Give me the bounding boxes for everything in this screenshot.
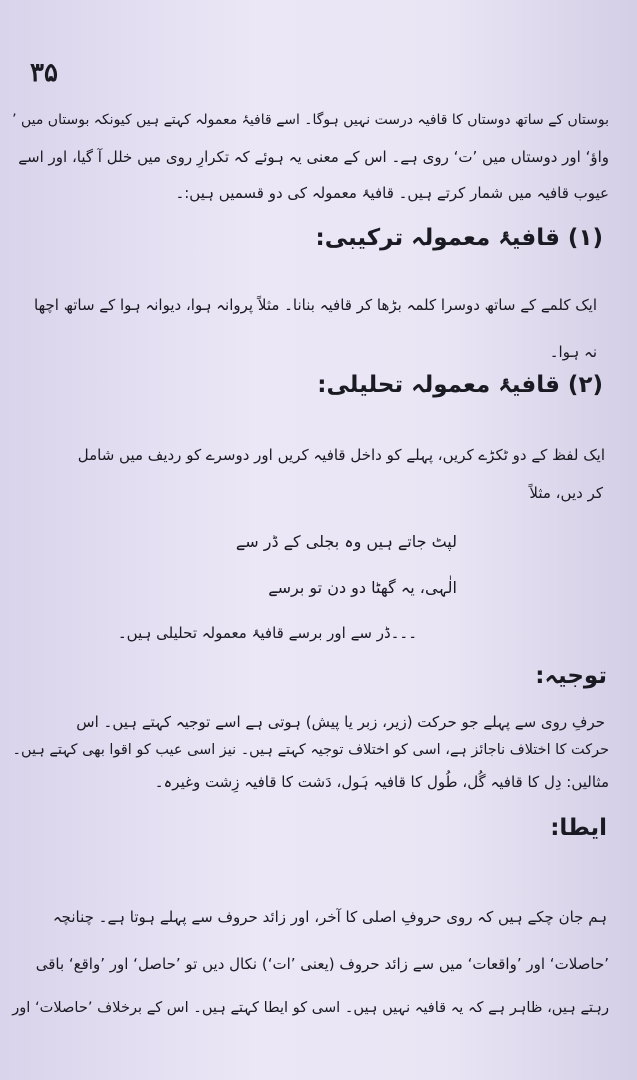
body-line: عیوب قافیہ میں شمار کرتے ہیں۔ قافیۂ معمولہ کی دو قسمیں ہیں:۔ — [175, 184, 609, 202]
verse-line: الٰہی، یہ گھٹا دو دن تو برسے — [268, 578, 457, 597]
section-heading: ایطا: — [550, 815, 607, 841]
section-heading: (۲) قافیۂ معمولہ تحلیلی: — [317, 372, 603, 398]
page-number: ۳۵ — [30, 58, 58, 88]
body-line: حرکت کا اختلاف ناجائز ہے، اسی کو اختلاف توجیہ کہتے ہیں۔ نیز اسی عیب کو اقوا بھی کہتے ہیں۔ — [12, 742, 609, 758]
body-line: ’حاصلات‘ اور ’واقعات‘ میں سے زائد حروف (یعنی ’ات‘) نکال دیں تو ’حاصل‘ اور ’واقع‘ باقی — [35, 955, 609, 973]
body-line: نہ ہوا۔ — [549, 343, 597, 361]
body-line: ایک کلمے کے ساتھ دوسرا کلمہ بڑھا کر قافیہ بنانا۔ مثلاً پروانہ ہوا، دیوانہ ہوا کے ساتھ اچھا — [34, 296, 597, 314]
body-line: ایک لفظ کے دو ٹکڑے کریں، پہلے کو داخل قافیہ کریں اور دوسرے کو ردیف میں شامل — [77, 446, 605, 464]
body-line: رہتے ہیں، ظاہر ہے کہ یہ قافیہ نہیں ہیں۔ اسی کو ایطا کہتے ہیں۔ اس کے برخلاف ’حاصلات‘ اور — [12, 999, 609, 1016]
body-line: حرفِ روی سے پہلے جو حرکت (زیر، زبر یا پیش) ہوتی ہے اسے توجیہ کہتے ہیں۔ اس — [76, 713, 605, 731]
body-line: مثالیں: دِل کا قافیہ گُل، طُول کا قافیہ ہَول، دَشت کا قافیہ زِشت وغیرہ۔ — [154, 773, 609, 791]
body-line: واؤ‘ اور دوستاں میں ’ت‘ روی ہے۔ اس کے معنی یہ ہوئے کہ تکرارِ روی میں خلل آ گیا، اور اسے — [18, 148, 609, 166]
body-line: ہم جان چکے ہیں کہ روی حروفِ اصلی کا آخر، اور زائد حروف سے پہلے ہوتا ہے۔ چنانچہ — [52, 908, 607, 926]
body-line: ۔۔۔ڈر سے اور برسے قافیۂ معمولہ تحلیلی ہیں۔ — [117, 624, 417, 642]
verse-line: لپٹ جاتے ہیں وہ بجلی کے ڈر سے — [235, 532, 457, 551]
section-heading: توجیہ: — [535, 663, 607, 689]
section-heading: (۱) قافیۂ معمولہ ترکیبی: — [315, 225, 603, 251]
body-line: بوستاں کے ساتھ دوستاں کا قافیہ درست نہیں ہوگا۔ اسے قافیۂ معمولہ کہتے ہیں کیونکہ بوستاں میں ’ — [12, 112, 609, 128]
body-line: کر دیں، مثلاً — [529, 484, 603, 502]
